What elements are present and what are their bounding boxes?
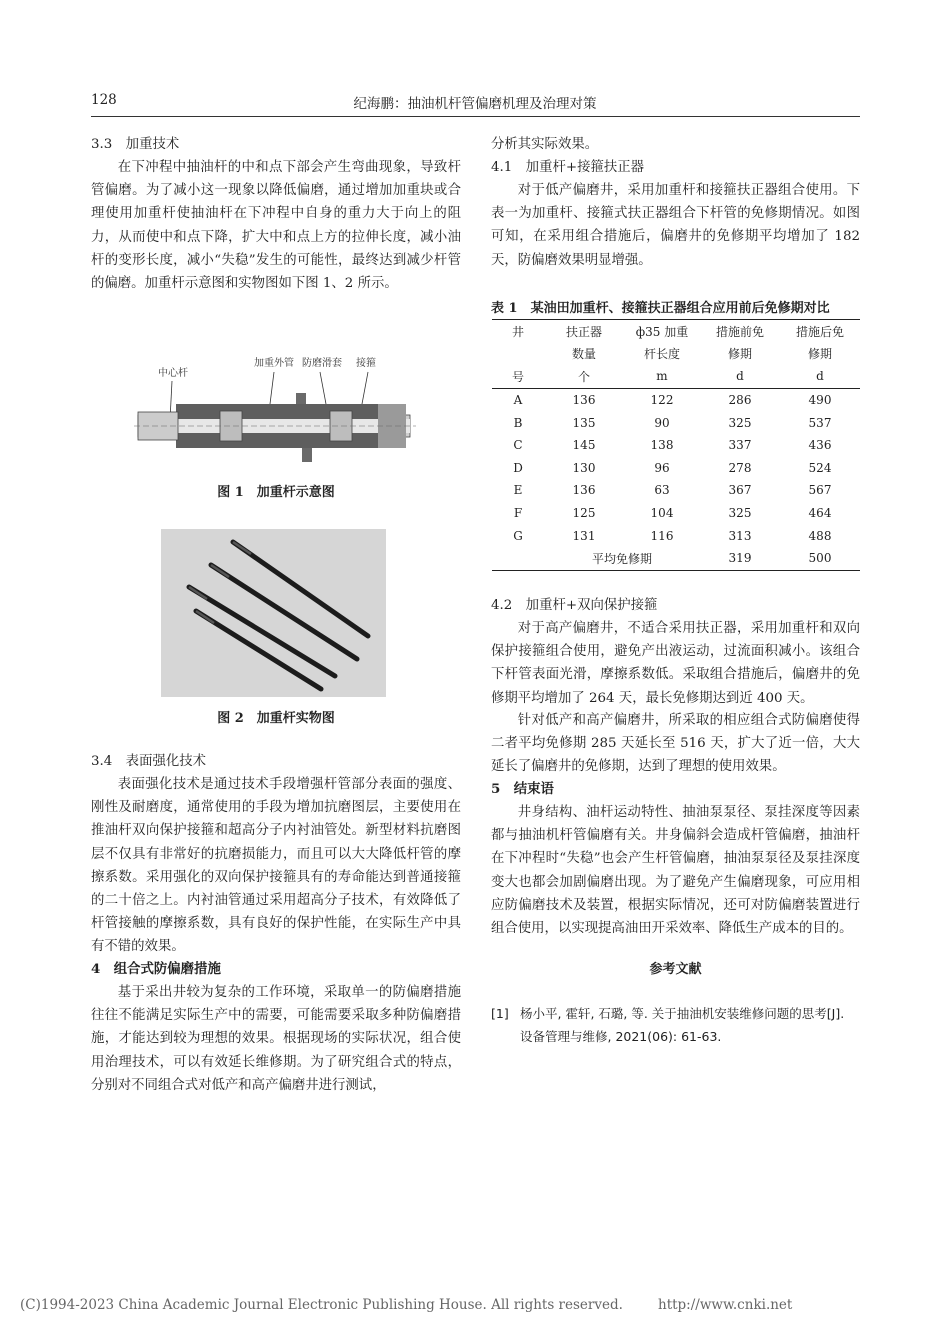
cnki-link[interactable]: http://www.cnki.net (658, 1297, 793, 1313)
th-after-1: 措施后免 (795, 324, 844, 339)
cell-average-before: 319 (728, 551, 752, 566)
table-header-row-3 (492, 365, 860, 388)
cell-after: 488 (808, 528, 832, 543)
th-well-3: 号 (511, 369, 524, 384)
cell-before: 325 (728, 506, 752, 521)
cell-after: 567 (808, 483, 832, 498)
cell-well: B (513, 415, 523, 430)
cell-before: 325 (728, 415, 752, 430)
table-header-row-2 (492, 343, 860, 366)
section-5-heading: 5 结束语 (491, 781, 554, 797)
section-4-2-heading: 4.2 加重杆+双向保护接箍 (491, 598, 658, 613)
section-3-3-heading: 3.3 加重技术 (91, 137, 180, 152)
table-row (492, 502, 860, 525)
th-weight-1: ф35 加重 (635, 324, 689, 339)
fig1-label-coupling: 接箍 (356, 358, 376, 369)
cell-well: G (513, 528, 523, 543)
th-centralizer-1: 扶正器 (565, 324, 602, 339)
th-centralizer-3: 个 (577, 369, 590, 384)
cell-average-label: 平均免修期 (591, 551, 652, 566)
cell-rod-length: 96 (654, 460, 670, 475)
th-after-2: 修期 (807, 347, 832, 362)
table-row (492, 457, 860, 480)
fig1-label-outer-tube: 加重外管 (254, 358, 294, 369)
cell-before: 313 (728, 528, 752, 543)
th-after-3: d (816, 369, 824, 384)
cell-before: 337 (728, 438, 752, 453)
cell-before: 278 (728, 460, 752, 475)
running-title: 纪海鹏：抽油机杆管偏磨机理及治理对策 (353, 96, 597, 112)
section-3-4-body: 表面强化技术是通过技术手段增强杆管部分表面的强度、刚性及耐磨度，通常使用的手段为增加抗磨图层，主要使用在推油杆双向保护接箍和超高分子内衬油管处。新型材料抗磨图层不仅具有非常好的抗磨损能力，而且可以大大降低杆管的摩擦系数。采用强化的双向保护接箍具有的寿命能达到普通接箍的二十倍之上。内衬油管通过采用超高分子技术，有效降低了杆管接触的摩擦系数，具有良好的保护性能，在实际生产中具有不错的效果。 (91, 777, 461, 955)
table-average-row (492, 547, 860, 570)
cell-rod-length: 122 (650, 393, 674, 408)
fig1-label-sleeve: 防磨滑套 (302, 358, 342, 369)
table-row (492, 411, 860, 434)
section-4-body: 基于采出井较为复杂的工作环境，采取单一的防偏磨措施往往不能满足实际生产中的需要，可能需要采取多种防偏磨措施，才能达到较为理想的效果。根据现场的实际状况，组合使用治理技术，可以有效延长维修期。为了研究组合式的特点，分别对不同组合式对低产和高产偏磨井进行测试， (91, 985, 461, 1093)
th-before-2: 修期 (727, 347, 752, 362)
section-4-continuation: 分析其实际效果。 (491, 137, 599, 152)
cell-well: C (513, 438, 523, 453)
page-number: 128 (91, 92, 117, 108)
table-row (492, 434, 860, 457)
cell-well: E (513, 483, 523, 498)
cell-before: 367 (728, 483, 752, 498)
th-centralizer-2: 数量 (571, 347, 596, 362)
section-4-1-body: 对于低产偏磨井，采用加重杆和接箍扶正器组合使用。下表一为加重杆、接箍式扶正器组合下杆管的免修期情况。如图可知，在采用组合措施后，偏磨井的免修期平均增加了 182 天，防偏磨效果明显增强。 (491, 183, 860, 268)
section-3-4-heading: 3.4 表面强化技术 (91, 754, 207, 769)
fig1-label-center-rod: 中心杆 (158, 368, 188, 379)
cell-rod-length: 63 (654, 483, 670, 498)
th-weight-3: m (656, 369, 668, 384)
cell-average-after: 500 (808, 551, 832, 566)
th-weight-2: 杆长度 (643, 347, 680, 362)
table-row (492, 524, 860, 547)
cell-after: 464 (808, 506, 832, 521)
cell-after: 436 (808, 438, 832, 453)
header-rule (91, 116, 860, 117)
section-4-2-body-1: 对于高产偏磨井，不适合采用扶正器，采用加重杆和双向保护接箍组合使用，避免产出液运动，过流面积减小。该组合下杆管表面光滑，摩擦系数低。采取组合措施后，偏磨井的免修期平均增加了 264 天，最长免修期达到近 400 天。 (491, 621, 860, 706)
cell-centralizers: 145 (572, 438, 596, 453)
cell-after: 490 (808, 393, 832, 408)
cell-well: F (513, 506, 523, 521)
cell-centralizers: 130 (572, 460, 596, 475)
figure-1-diagram (130, 348, 420, 473)
cell-centralizers: 135 (572, 415, 596, 430)
cell-well: A (513, 393, 523, 408)
cell-centralizers: 136 (572, 393, 596, 408)
table-1-caption: 表 1 某油田加重杆、接箍扶正器组合应用前后免修期对比 (491, 301, 830, 316)
th-well-1: 井 (511, 324, 524, 339)
th-before-3: d (736, 369, 744, 384)
figure-2-photo (161, 529, 386, 697)
table-row (492, 479, 860, 502)
cell-rod-length: 90 (654, 415, 670, 430)
figure-1-caption: 图 1 加重杆示意图 (217, 485, 335, 500)
copyright-footer: (C)1994-2023 China Academic Journal Electronic Publishing House. All rights reserved. (20, 1297, 623, 1313)
references-heading: 参考文献 (649, 962, 702, 977)
section-4-2-body-2: 针对低产和高产偏磨井，所采取的相应组合式防偏磨使得二者平均免修期 285 天延长至 516 天，扩大了近一倍，大大延长了偏磨井的免修期，达到了理想的使用效果。 (491, 713, 860, 775)
section-4-heading: 4 组合式防偏磨措施 (91, 961, 221, 977)
cell-rod-length: 116 (650, 528, 674, 543)
cell-well: D (513, 460, 523, 475)
table-row (492, 388, 860, 411)
table-1 (492, 319, 860, 571)
figure-2-caption: 图 2 加重杆实物图 (217, 711, 335, 726)
cell-after: 524 (808, 460, 832, 475)
table-header-row-1 (492, 320, 860, 343)
th-before-1: 措施前免 (715, 324, 764, 339)
section-4-1-heading: 4.1 加重杆+接箍扶正器 (491, 160, 645, 175)
cell-centralizers: 125 (572, 506, 596, 521)
cell-rod-length: 138 (650, 438, 674, 453)
th-well-2 (492, 343, 544, 366)
cell-centralizers: 136 (572, 483, 596, 498)
cell-after: 537 (808, 415, 832, 430)
section-5-body: 井身结构、油杆运动特性、抽油泵泵径、泵挂深度等因素都与抽油机杆管偏磨有关。井身偏斜会造成杆管偏磨，抽油杆在下冲程时“失稳”也会产生杆管偏磨，抽油泵泵径及泵挂深度变大也都会加剧偏磨出现。为了避免产生偏磨现象，可应用相应防偏磨技术及装置，根据实际情况，还可对防偏磨装置进行组合使用，以实现提高油田开采效率、降低生产成本的目的。 (491, 805, 860, 937)
cell-before: 286 (728, 393, 752, 408)
section-3-3-body: 在下冲程中抽油杆的中和点下部会产生弯曲现象，导致杆管偏磨。为了减小这一现象以降低偏磨，通过增加加重块或合理使用加重杆使抽油杆在下冲程中自身的重力大于向上的阻力，从而使中和点下降，扩大中和点上方的拉伸长度，减小油杆的变形长度，减小“失稳”发生的可能性，最终达到减少杆管的偏磨。加重杆示意图和实物图如下图 1、2 所示。 (91, 160, 461, 292)
reference-1-number: [1] (491, 1006, 509, 1021)
reference-1-text: 杨小平, 霍轩, 石璐, 等. 关于抽油机安装维修问题的思考[J]. 设备管理与维修, 2021(06): 61-63. (520, 1006, 845, 1044)
cell-rod-length: 104 (650, 506, 674, 521)
cell-centralizers: 131 (572, 528, 596, 543)
